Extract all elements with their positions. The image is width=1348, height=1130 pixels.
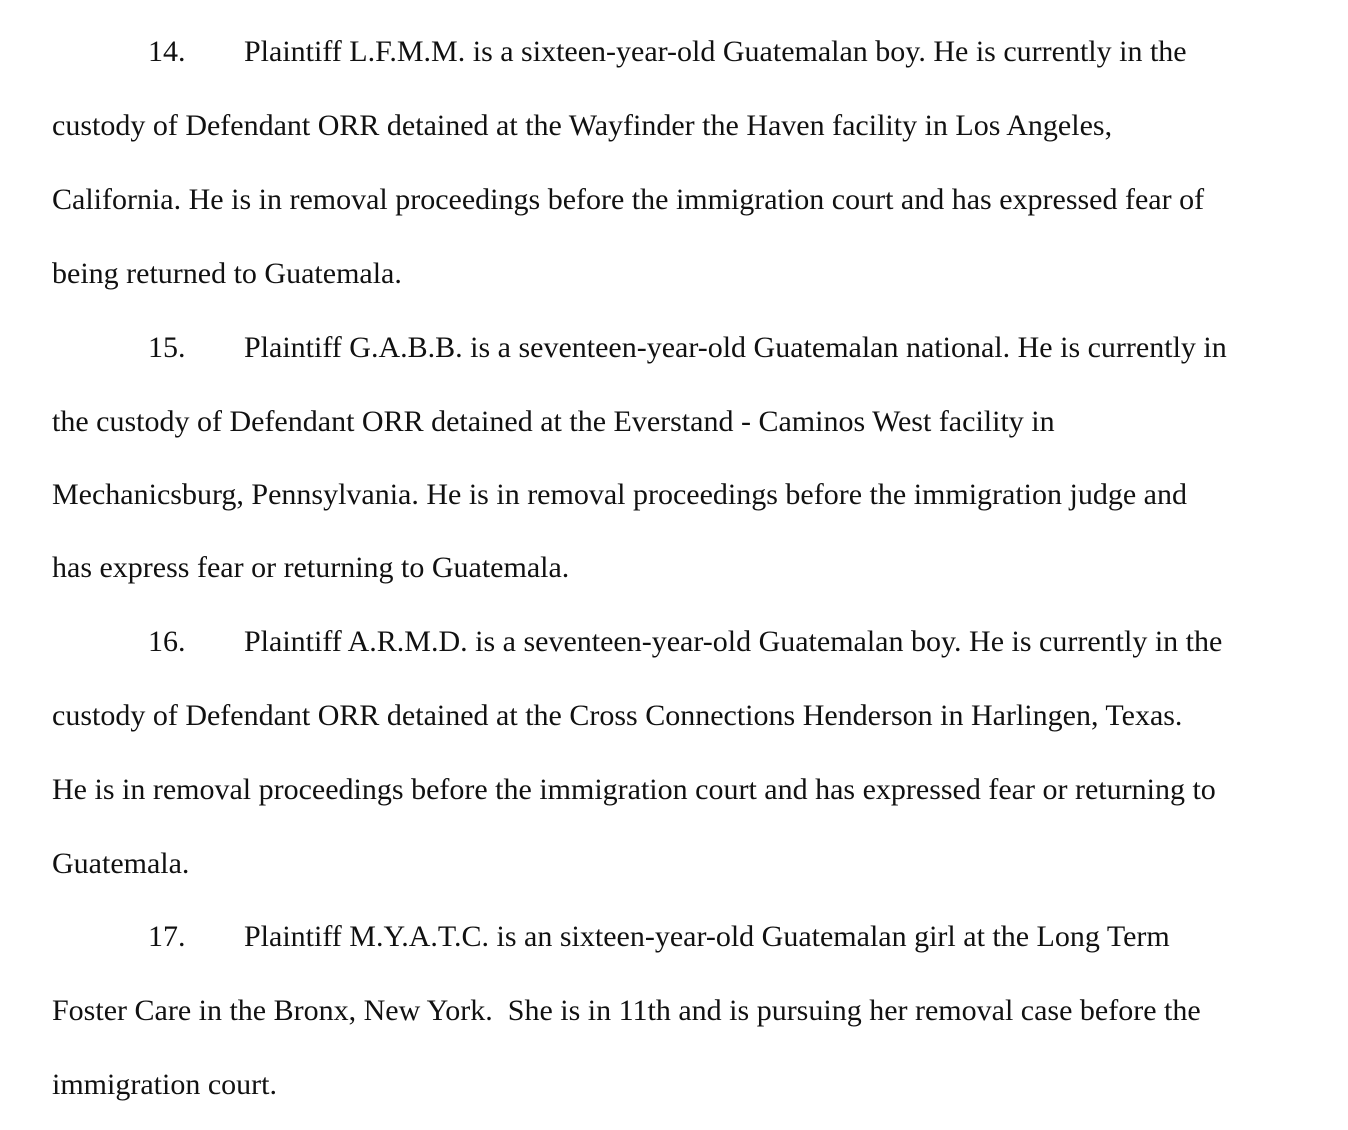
paragraph-line: Plaintiff L.F.M.M. is a sixteen-year-old Guatemalan boy. He is currently in the: [244, 35, 1187, 68]
paragraph-line: Foster Care in the Bronx, New York. She is in 11th and is pursuing her removal case before the: [52, 994, 1201, 1027]
paragraph-line: He is in removal proceedings before the immigration court and has expressed fear or returning to: [52, 773, 1216, 806]
paragraph-line: California. He is in removal proceedings before the immigration court and has expressed fear of: [52, 183, 1205, 216]
paragraph-line: Plaintiff A.R.M.D. is a seventeen-year-old Guatemalan boy. He is currently in the: [244, 625, 1223, 658]
paragraph-line: has express fear or returning to Guatemala.: [52, 551, 570, 584]
paragraph-number: 16.: [148, 625, 186, 658]
paragraph-line: custody of Defendant ORR detained at the Cross Connections Henderson in Harlingen, Texas.: [52, 699, 1183, 732]
paragraph-line: Mechanicsburg, Pennsylvania. He is in removal proceedings before the immigration judge and: [52, 478, 1187, 511]
paragraph-line: Guatemala.: [52, 847, 190, 880]
paragraph-line: immigration court.: [52, 1068, 277, 1101]
paragraph-line: custody of Defendant ORR detained at the Wayfinder the Haven facility in Los Angeles,: [52, 109, 1113, 142]
paragraph-line: Plaintiff M.Y.A.T.C. is an sixteen-year-old Guatemalan girl at the Long Term: [244, 920, 1170, 953]
paragraph-line: Plaintiff G.A.B.B. is a seventeen-year-old Guatemalan national. He is currently in: [244, 331, 1227, 364]
paragraph-number: 15.: [148, 331, 186, 364]
paragraph-line: being returned to Guatemala.: [52, 257, 402, 290]
paragraph-number: 14.: [148, 35, 186, 68]
paragraph-number: 17.: [148, 920, 186, 953]
paragraph-line: the custody of Defendant ORR detained at the Everstand - Caminos West facility in: [52, 405, 1055, 438]
